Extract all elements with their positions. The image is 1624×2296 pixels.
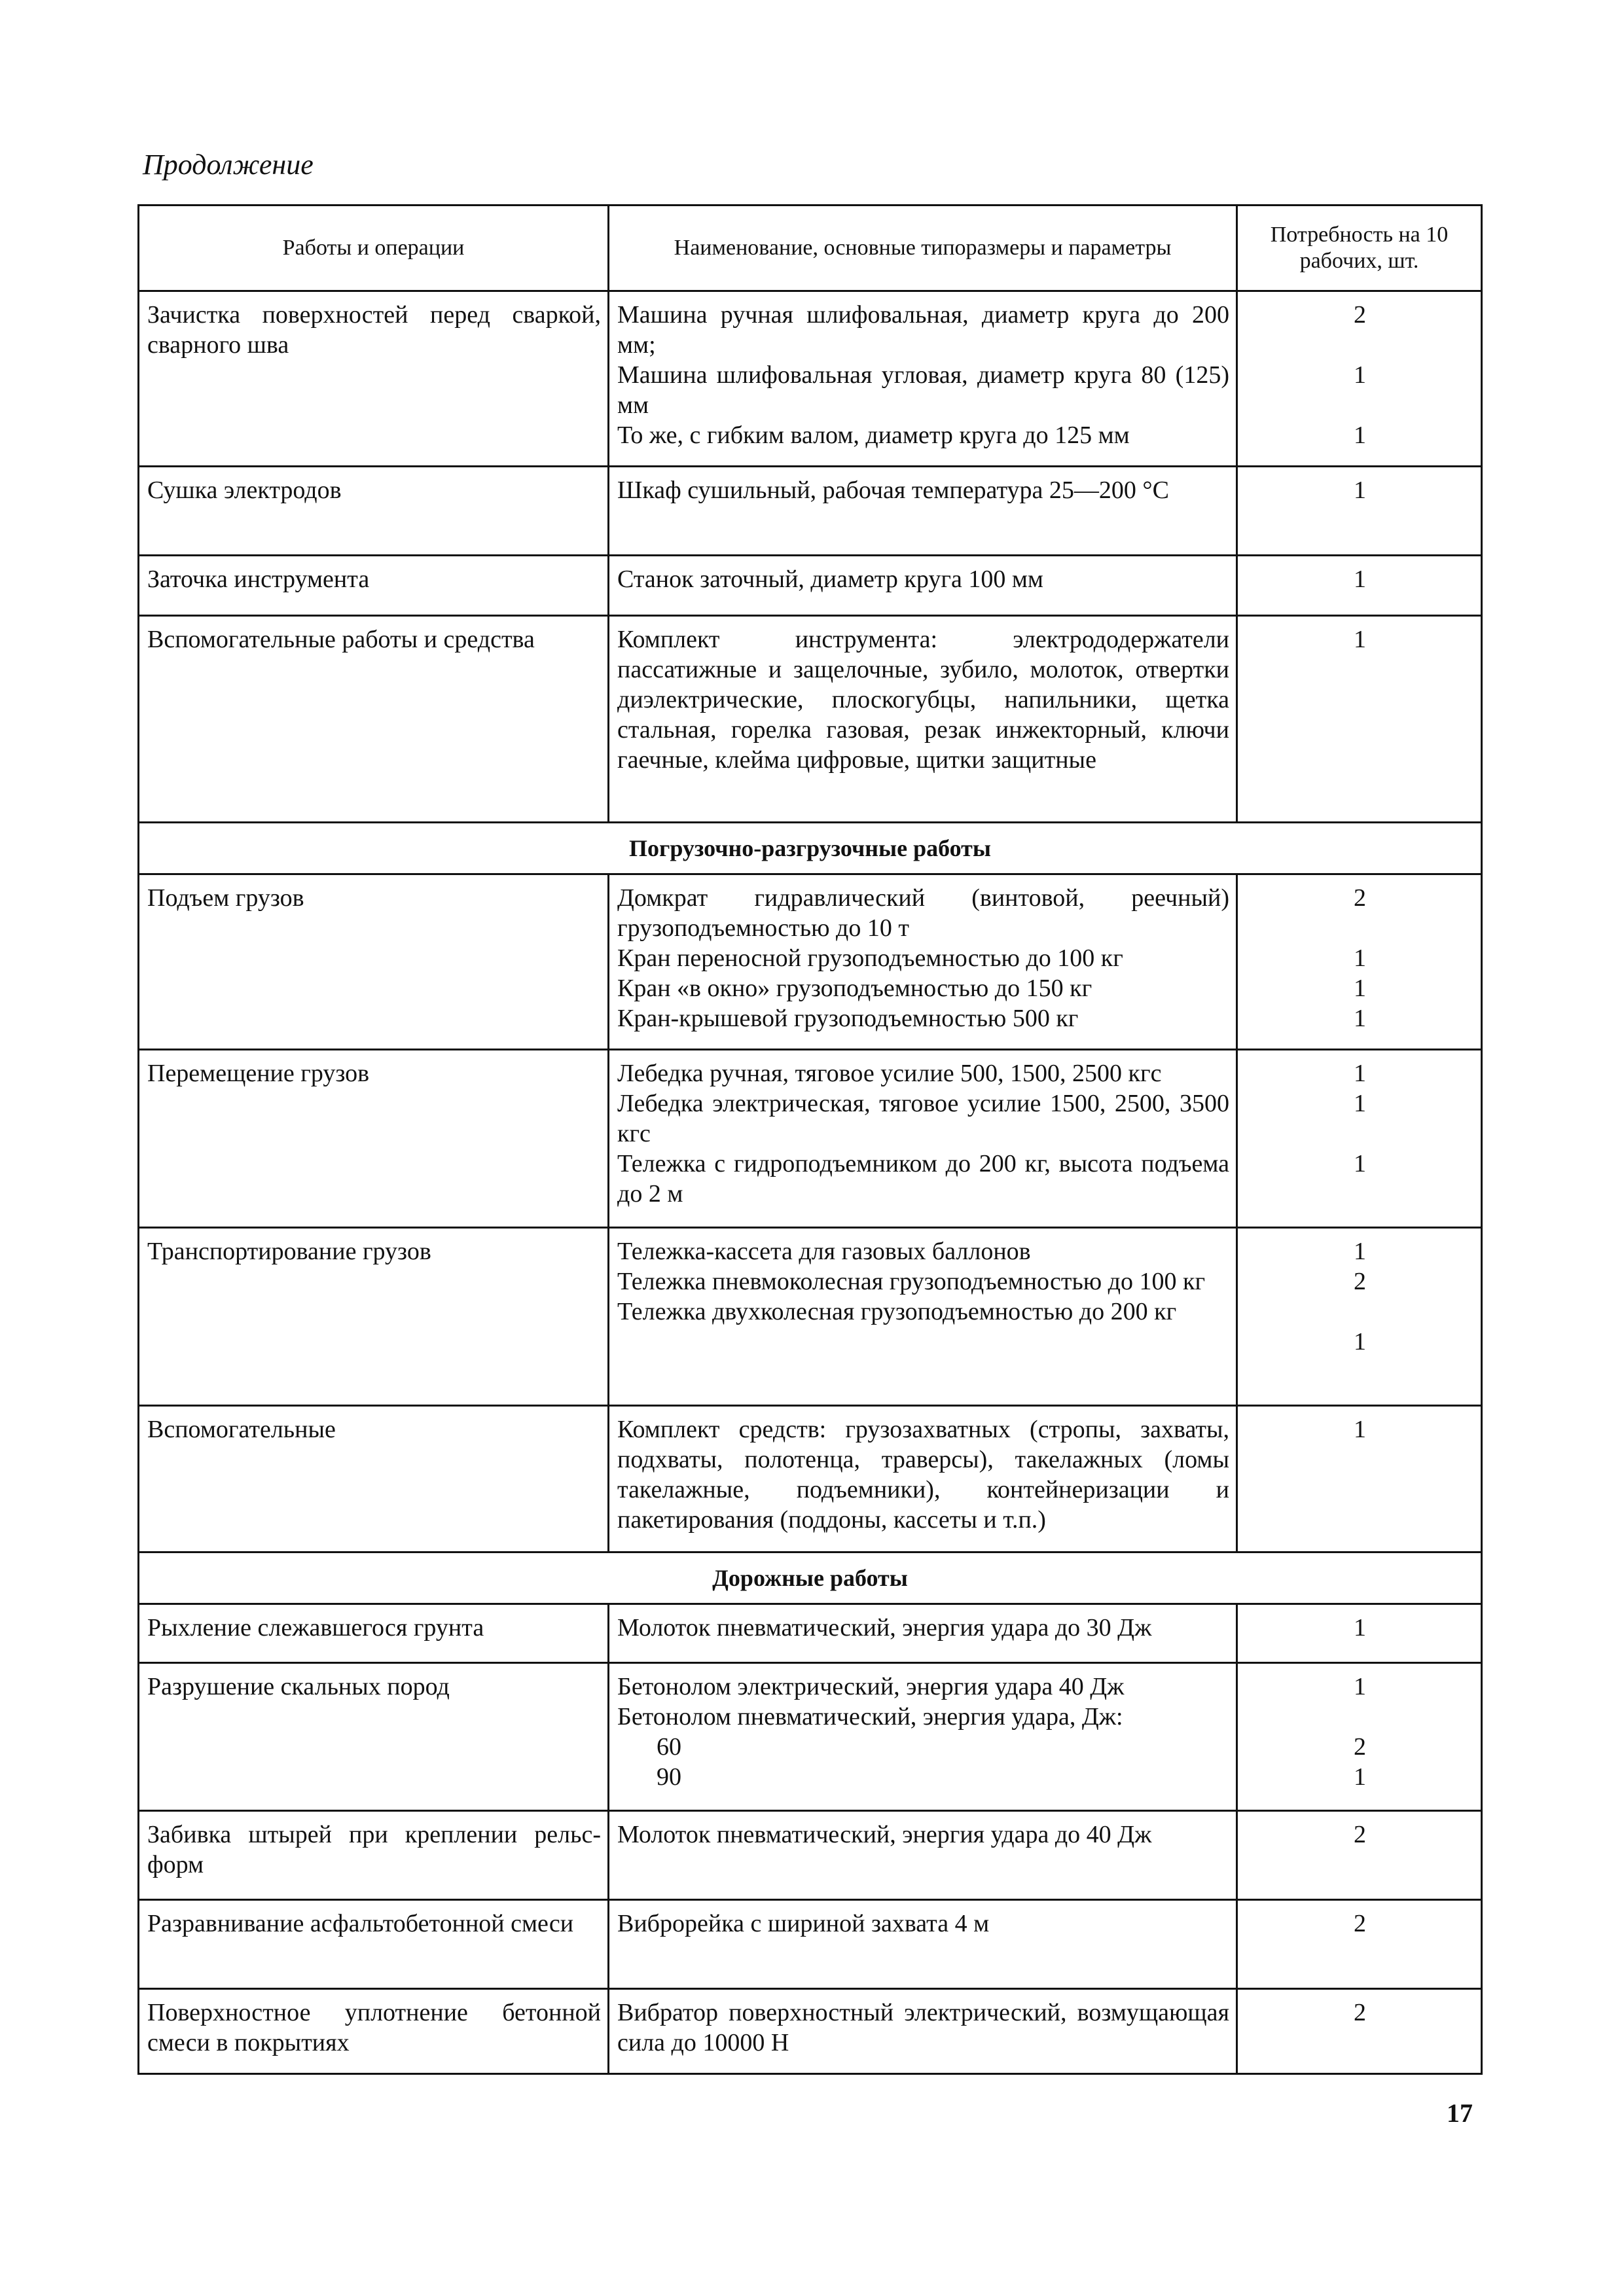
column-header-work: Работы и операции: [139, 206, 609, 291]
work-text: Вспомогательные работы и средства: [147, 626, 535, 653]
equipment-cell: [609, 1900, 1237, 1989]
qty-cell: [1237, 1663, 1482, 1811]
equipment-cell: [609, 467, 1237, 556]
equipment-item: Лебедка ручная, тяговое усилие 500, 1500, 2500 кгс: [617, 1060, 1162, 1087]
table-row: [139, 1050, 1482, 1228]
qty-value: 2: [1354, 1999, 1366, 2026]
qty-value: 1: [1354, 1238, 1366, 1265]
equipment-item: Комплект средств: грузозахватных (стропы, захваты, подхваты, полотенца, траверсы), такелажных (ломы такелажные, подъемники), контейнеризации и пакетирования (поддоны, кассеты и т.п.): [617, 1416, 1229, 1534]
section-title-loading: Погрузочно-разгрузочные работы: [139, 823, 1482, 874]
work-text: Перемещение грузов: [147, 1060, 370, 1087]
qty-value: 2: [1354, 1821, 1366, 1848]
qty-value: 1: [1354, 476, 1366, 504]
equipment-item: Бетонолом электрический, энергия удара 40 Дж: [617, 1673, 1125, 1700]
equipment-item: 90: [657, 1763, 681, 1791]
work-cell: [139, 874, 609, 1050]
equipment-item: Машина ручная шлифовальная, диаметр круга до 200 мм;: [617, 301, 1229, 359]
equipment-cell: [609, 291, 1237, 467]
section-row: [139, 823, 1482, 874]
table-row: [139, 874, 1482, 1050]
equipment-item: Домкрат гидравлический (винтовой, реечный) грузоподъемностью до 10 т: [617, 884, 1229, 942]
qty-cell: [1237, 1050, 1482, 1228]
equipment-item: Тележка пневмоколесная грузоподъемностью до 100 кг: [617, 1268, 1206, 1295]
qty-value: 1: [1354, 1005, 1366, 1032]
table-row: [139, 1604, 1482, 1663]
equipment-item: Виброрейка с шириной захвата 4 м: [617, 1910, 990, 1937]
work-cell: [139, 467, 609, 556]
table-row: [139, 1406, 1482, 1552]
equipment-item: Вибратор поверхностный электрический, возмущающая сила до 10000 Н: [617, 1999, 1229, 2056]
equipment-cell: [609, 556, 1237, 616]
qty-value: 2: [1354, 301, 1366, 329]
table-row: [139, 1663, 1482, 1811]
qty-value: 1: [1354, 1614, 1366, 1641]
qty-value: 1: [1354, 361, 1366, 389]
work-cell: [139, 1604, 609, 1663]
qty-value: 1: [1354, 422, 1366, 449]
qty-value: 1: [1354, 975, 1366, 1002]
qty-value: 2: [1354, 1268, 1366, 1295]
column-header-qty: Потребность на 10 рабочих, шт.: [1237, 206, 1482, 291]
work-cell: [139, 1811, 609, 1900]
work-text: Рыхление слежавшегося грунта: [147, 1614, 484, 1641]
equipment-item: Комплект инструмента: электрододержатели пассатижные и защелочные, зубило, молоток, отвертки диэлектрические, плоскогубцы, напильники, щетка стальная, горелка газовая, резак инжекторный, ключи гаечные, клейма цифровые, щитки защитные: [617, 626, 1229, 774]
work-cell: [139, 1900, 609, 1989]
equipment-item: То же, с гибким валом, диаметр круга до 125 мм: [617, 422, 1130, 449]
work-cell: [139, 1228, 609, 1406]
equipment-item: Кран «в окно» грузоподъемностью до 150 кг: [617, 975, 1092, 1002]
work-text: Зачистка поверхностей перед сваркой, сварного шва: [147, 301, 601, 359]
qty-value: 1: [1354, 565, 1366, 593]
table-row: [139, 1989, 1482, 2074]
equipment-item: Молоток пневматический, энергия удара до 40 Дж: [617, 1821, 1152, 1848]
equipment-cell: [609, 1663, 1237, 1811]
work-cell: [139, 291, 609, 467]
qty-value: 1: [1354, 1328, 1366, 1355]
table-row: [139, 467, 1482, 556]
continuation-label: Продолжение: [143, 149, 314, 181]
qty-cell: [1237, 1228, 1482, 1406]
work-cell: [139, 616, 609, 823]
column-header-name: Наименование, основные типоразмеры и параметры: [609, 206, 1237, 291]
equipment-item: 60: [657, 1733, 681, 1761]
equipment-item: Станок заточный, диаметр круга 100 мм: [617, 565, 1043, 593]
qty-cell: [1237, 1900, 1482, 1989]
work-text: Вспомогательные: [147, 1416, 336, 1443]
table-header-row: [139, 206, 1482, 291]
qty-value: 1: [1354, 944, 1366, 972]
table-row: [139, 1900, 1482, 1989]
page-number: 17: [1447, 2098, 1473, 2128]
equipment-cell: [609, 1228, 1237, 1406]
equipment-cell: [609, 1604, 1237, 1663]
qty-cell: [1237, 1811, 1482, 1900]
equipment-item: Тележка с гидроподъемником до 200 кг, высота подъема до 2 м: [617, 1150, 1229, 1208]
qty-cell: [1237, 556, 1482, 616]
qty-value: 1: [1354, 1090, 1366, 1117]
equipment-item: Кран-крышевой грузоподъемностью 500 кг: [617, 1005, 1079, 1032]
equipment-item: Машина шлифовальная угловая, диаметр круга 80 (125) мм: [617, 361, 1229, 419]
qty-value: 1: [1354, 1673, 1366, 1700]
work-text: Разравнивание асфальтобетонной смеси: [147, 1910, 574, 1937]
table-row: [139, 1228, 1482, 1406]
equipment-item: Шкаф сушильный, рабочая температура 25—200 °С: [617, 476, 1169, 504]
work-text: Разрушение скальных пород: [147, 1673, 450, 1700]
work-text: Сушка электродов: [147, 476, 342, 504]
qty-cell: [1237, 616, 1482, 823]
qty-value: 1: [1354, 1060, 1366, 1087]
work-cell: [139, 1050, 609, 1228]
table-row: [139, 616, 1482, 823]
qty-cell: [1237, 1604, 1482, 1663]
work-cell: [139, 1406, 609, 1552]
equipment-cell: [609, 616, 1237, 823]
table-row: [139, 556, 1482, 616]
qty-cell: [1237, 291, 1482, 467]
equipment-cell: [609, 1406, 1237, 1552]
work-text: Подъем грузов: [147, 884, 304, 912]
table-row: [139, 291, 1482, 467]
qty-value: 2: [1354, 884, 1366, 912]
table-row: [139, 1811, 1482, 1900]
section-row: [139, 1552, 1482, 1604]
qty-value: 1: [1354, 626, 1366, 653]
qty-cell: [1237, 467, 1482, 556]
equipment-item: Кран переносной грузоподъемностью до 100 кг: [617, 944, 1123, 972]
equipment-item: Тележка-кассета для газовых баллонов: [617, 1238, 1031, 1265]
qty-cell: [1237, 874, 1482, 1050]
work-cell: [139, 1989, 609, 2074]
qty-cell: [1237, 1406, 1482, 1552]
equipment-table: [137, 204, 1483, 2075]
qty-value: 2: [1354, 1910, 1366, 1937]
work-cell: [139, 556, 609, 616]
work-text: Транспортирование грузов: [147, 1238, 431, 1265]
equipment-item: Молоток пневматический, энергия удара до 30 Дж: [617, 1614, 1152, 1641]
work-text: Заточка инструмента: [147, 565, 370, 593]
equipment-cell: [609, 874, 1237, 1050]
equipment-cell: [609, 1989, 1237, 2074]
work-text: Поверхностное уплотнение бетонной смеси в покрытиях: [147, 1999, 601, 2056]
equipment-item: Лебедка электрическая, тяговое усилие 1500, 2500, 3500 кгс: [617, 1090, 1229, 1147]
section-title-road: Дорожные работы: [139, 1552, 1482, 1604]
equipment-item: Бетонолом пневматический, энергия удара, Дж:: [617, 1703, 1123, 1731]
qty-value: 2: [1354, 1733, 1366, 1761]
work-cell: [139, 1663, 609, 1811]
equipment-cell: [609, 1811, 1237, 1900]
qty-value: 1: [1354, 1763, 1366, 1791]
qty-value: 1: [1354, 1150, 1366, 1177]
equipment-item: Тележка двухколесная грузоподъемностью до 200 кг: [617, 1298, 1177, 1325]
equipment-cell: [609, 1050, 1237, 1228]
work-text: Забивка штырей при креплении рельс-форм: [147, 1821, 601, 1878]
qty-cell: [1237, 1989, 1482, 2074]
qty-value: 1: [1354, 1416, 1366, 1443]
